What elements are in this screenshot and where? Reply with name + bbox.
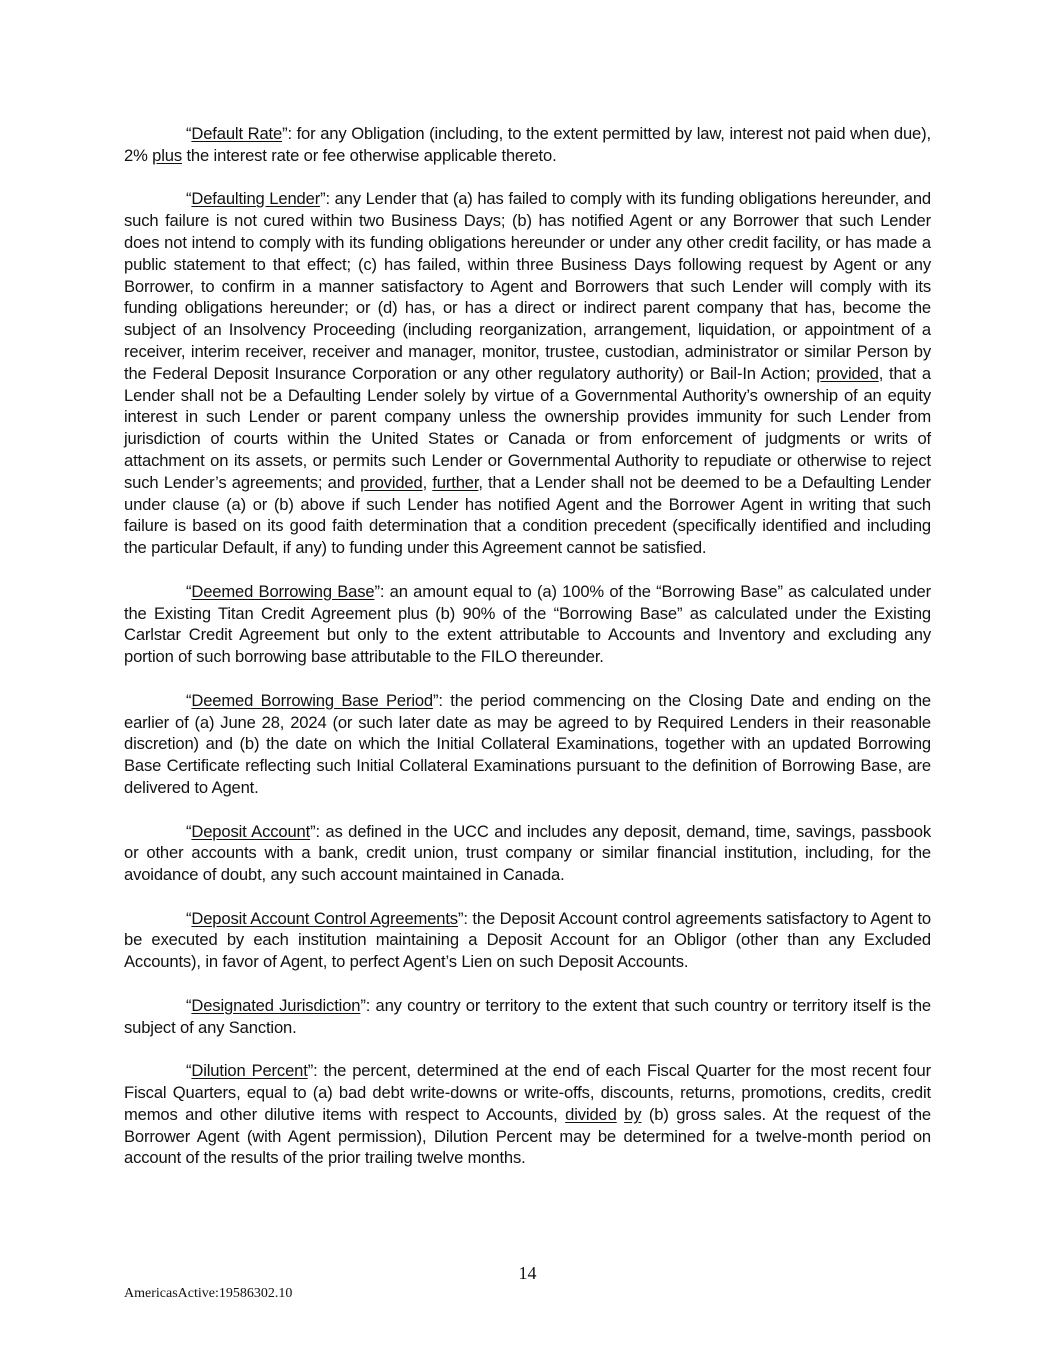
definition-deemed-borrowing-base-period (124, 690, 931, 799)
definition-text: , (422, 472, 433, 492)
open-quote: “ (186, 908, 192, 928)
emphasis-provided: provided (816, 363, 879, 383)
term-deemed-borrowing-base-period: Deemed Borrowing Base Period (191, 690, 434, 710)
term-default-rate: Default Rate (191, 124, 283, 143)
term-dilution-percent: Dilution Percent (191, 1061, 308, 1081)
term-designated-jurisdiction: Designated Jurisdiction (191, 995, 361, 1015)
definition-text: ”: the period commencing on the Closing Date and ending on the earlier of (a) June 28, 2024 (or such later date as may be agreed to by Required Lenders in their reasonable discretion) and (b) the date on which the Initial Collateral Examinations, together with an updated Borrowing Base Certificate reflecting such Initial Collateral Examinations pursuant to the definition of Borrowing Base, are delivered to Agent. (124, 690, 931, 797)
open-quote: “ (186, 690, 192, 710)
emphasis-provided: provided (360, 472, 423, 492)
definition-text: the interest rate or fee otherwise applicable thereto. (182, 145, 557, 165)
definition-text: ”: any Lender that (a) has failed to comply with its funding obligations hereunder, and such failure is not cured within two Business Days; (b) has notified Agent or any Borrower that such Lender does not intend to comply with its funding obligations hereunder or under any other credit facility, or has made a public statement to that effect; (c) has failed, within three Business Days following request by Agent or any Borrower, to confirm in a manner satisfactory to Agent and Borrowers that such Lender will comply with its funding obligations hereunder; or (d) has, or has a direct or indirect parent company that has, become the subject of an Insolvency Proceeding (including reorganization, arrangement, liquidation, or appointment of a receiver, interim receiver, receiver and manager, monitor, trustee, custodian, administrator or similar Person by the Federal Deposit Insurance Corporation or any other regulatory authority) or Bail-In Action; (124, 189, 932, 383)
definition-text: , that a Lender shall not be a Defaulting Lender solely by virtue of a Governmental Authority’s ownership of an equity interest in such Lender or parent company unless the ownership provides immunity for such Lender from jurisdiction of courts within the United States or Canada or from enforcement of judgments or writs of attachment on its assets, or permits such Lender or Governmental Authority to repudiate or otherwise to reject such Lender’s agreements; and (124, 363, 931, 492)
open-quote: “ (186, 581, 192, 601)
open-quote: “ (186, 1061, 192, 1081)
open-quote: “ (186, 821, 192, 841)
term-deposit-account-control-agreements: Deposit Account Control Agreements (191, 908, 458, 928)
page-number: 14 (518, 1263, 537, 1283)
definition-deemed-borrowing-base (124, 581, 931, 668)
term-deposit-account: Deposit Account (191, 821, 311, 841)
definition-deposit-account (124, 821, 931, 886)
open-quote: “ (186, 189, 192, 209)
term-deemed-borrowing-base: Deemed Borrowing Base (191, 581, 375, 601)
definition-default-rate (124, 123, 931, 167)
open-quote: “ (186, 124, 192, 143)
emphasis-further: further (432, 472, 479, 492)
definition-text: ”: the percent, determined at the end of each Fiscal Quarter for the most recent four Fiscal Quarters, equal to (a) bad debt write-downs or write-offs, discounts, returns, promotions, credits, credit memos and other dilutive items with respect to Accounts, (124, 1061, 931, 1124)
emphasis-divided: divided (565, 1104, 617, 1124)
definition-defaulting-lender (124, 188, 931, 559)
definition-text: ”: an amount equal to (a) 100% of the “Borrowing Base” as calculated under the Existing Titan Credit Agreement plus (b) 90% of the “Borrowing Base” as calculated under the Existing Carlstar Credit Agreement but only to the extent attributable to Accounts and Inventory and excluding any portion of such borrowing base attributable to the FILO thereunder. (124, 581, 931, 667)
emphasis-by: by (624, 1104, 642, 1124)
definition-text: ”: for any Obligation (including, to the extent permitted by law, interest not paid when due), 2% (124, 124, 931, 165)
definition-deposit-account-control-agreements (124, 908, 931, 973)
open-quote: “ (186, 995, 192, 1015)
definition-text: ”: the Deposit Account control agreements satisfactory to Agent to be executed by each institution maintaining a Deposit Account for an Obligor (other than any Excluded Accounts), in favor of Agent, to perfect Agent’s Lien on such Deposit Accounts. (124, 908, 931, 972)
definition-text: (b) gross sales. At the request of the Borrower Agent (with Agent permission), Dilution Percent may be determined for a twelve-month period on account of the results of the prior trailing twelve months. (124, 1104, 931, 1168)
definition-designated-jurisdiction (124, 995, 931, 1039)
emphasis-plus: plus (152, 145, 182, 165)
definition-dilution-percent (124, 1060, 931, 1169)
document-body (124, 123, 931, 1191)
definition-text: , that a Lender shall not be deemed to be a Defaulting Lender under clause (a) or (b) above if such Lender has notified Agent and the Borrower Agent in writing that such failure is based on its good faith determination that a condition precedent (specifically identified and including the particular Default, if any) to funding under this Agreement cannot be satisfied. (124, 472, 931, 558)
definition-text: ”: any country or territory to the extent that such country or territory itself is the subject of any Sanction. (124, 995, 931, 1037)
document-id: AmericasActive:19586302.10 (124, 1286, 293, 1301)
term-defaulting-lender: Defaulting Lender (191, 189, 321, 209)
definition-text: ”: as defined in the UCC and includes any deposit, demand, time, savings, passbook or other accounts with a bank, credit union, trust company or similar financial institution, including, for the avoidance of doubt, any such account maintained in Canada. (124, 821, 931, 885)
